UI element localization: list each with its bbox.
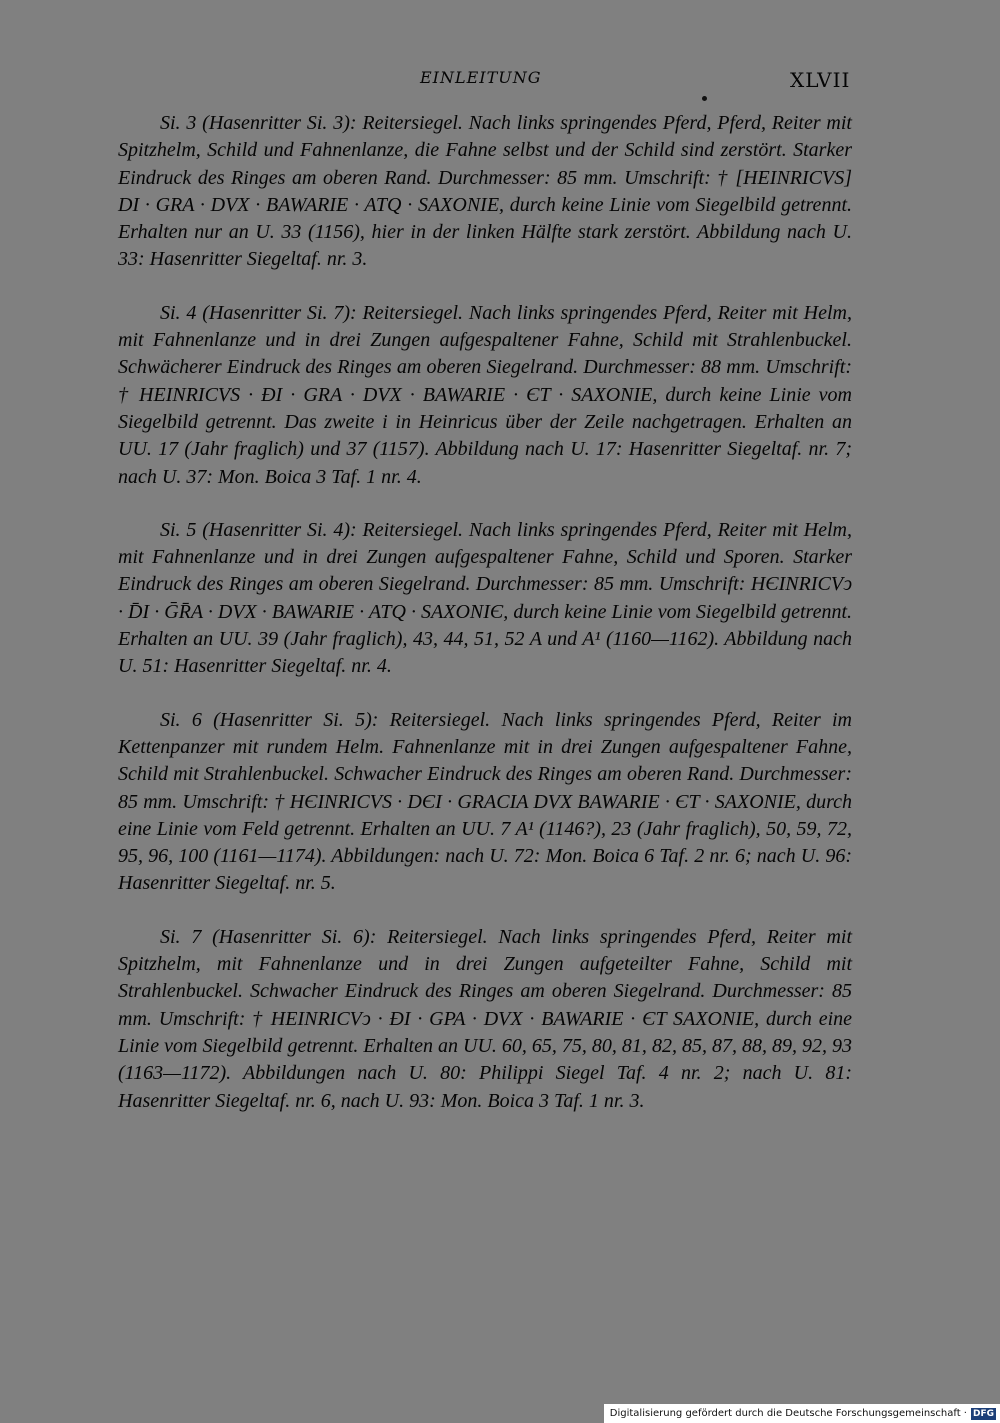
- dfg-logo-icon: DFG: [972, 1408, 994, 1419]
- paragraph-si-7: Si. 7 (Hasenritter Si. 6): Reitersiegel. Nach links springendes Pferd, Reiter mit Spitzhelm, mit Fahnenlanze und in drei Zungen aufgeteilter Fahne, Schild mit Strahlenbuckel. Schwacher Eindruck des Ringes am oberen Siegelrand. Durchmesser: 85 mm. Umschrift: † HEINRICVↄ · ÐI · GPA · DVX · BAWARIE · ЄT SAXONIE, durch eine Linie vom Siegelbild getrennt. Erhalten an UU. 60, 65, 75, 80, 81, 82, 85, 87, 88, 89, 92, 93 (1163—1172). Abbildungen nach U. 80: Philippi Siegel Taf. 4 nr. 2; nach U. 81: Hasenritter Siegeltaf. nr. 6, nach U. 93: Mon. Boica 3 Taf. 1 nr. 3.: [118, 925, 852, 1112]
- running-head: EINLEITUNG: [420, 68, 542, 87]
- paragraph-si-3: Si. 3 (Hasenritter Si. 3): Reitersiegel. Nach links springendes Pferd, Pferd, Reiter mit Spitzhelm, Schild und Fahnenlanze, die Fahne selbst und der Schild sind zerstört. Starker Eindruck des Ringes am oberen Rand. Durchmesser: 85 mm. Umschrift: † [HEINRICVS] DI · GRA · DVX · BAWARIE · ATQ · SAXONIE, durch keine Linie vom Siegelbild getrennt. Erhalten nur an U. 33 (1156), hier in der linken Hälfte stark zerstört. Abbildung nach U. 33: Hasenritter Siegeltaf. nr. 3.: [118, 112, 852, 271]
- page-number: XLVII: [790, 68, 851, 92]
- paragraph-si-5: Si. 5 (Hasenritter Si. 4): Reitersiegel. Nach links springendes Pferd, Reiter mit Helm, mit Fahnenlanze und in drei Zungen aufgespaltener Fahne, Schild und Sporen. Starker Eindruck des Ringes am oberen Siegelrand. Durchmesser: 85 mm. Umschrift: HЄINRICVↄ · D̄I · ḠR̄A · DVX · BAWARIE · ATQ · SAXONIЄ, durch keine Linie vom Siegelbild getrennt. Erhalten an UU. 39 (Jahr fraglich), 43, 44, 51, 52 A und A¹ (1160—1162). Abbildung nach U. 51: Hasenritter Siegeltaf. nr. 4.: [118, 518, 852, 678]
- footer-text: Digitalisierung gefördert durch die Deutsche Forschungsgemeinschaft ·: [609, 1408, 967, 1419]
- ink-dot: [702, 96, 707, 101]
- paragraph-si-6: Si. 6 (Hasenritter Si. 5): Reitersiegel. Nach links springendes Pferd, Reiter im Kettenpanzer mit rundem Helm. Fahnenlanze mit in drei Zungen aufgespaltener Fahne, Schild mit Strahlenbuckel. Schwacher Eindruck des Ringes am oberen Rand. Durchmesser: 85 mm. Umschrift: † HЄINRICVS · DЄI · GRACIA DVX BAWARIE · ЄT · SAXONIE, durch eine Linie vom Feld getrennt. Erhalten an UU. 7 A¹ (1146?), 23 (Jahr fraglich), 50, 59, 72, 95, 96, 100 (1161—1174). Abbildungen: nach U. 72: Mon. Boica 6 Taf. 2 nr. 6; nach U. 96: Hasenritter Siegeltaf. nr. 5.: [118, 708, 852, 895]
- body-text: [118, 110, 852, 1141]
- digitization-footer: [604, 1404, 1000, 1423]
- paragraph-si-4: Si. 4 (Hasenritter Si. 7): Reitersiegel. Nach links springendes Pferd, Reiter mit Helm, mit Fahnenlanze und in drei Zungen aufgespaltener Fahne, Schild mit Strahlenbuckel. Schwächerer Eindruck des Ringes am oberen Siegelrand. Durchmesser: 88 mm. Umschrift: † HEINRICVS · ÐI · GRA · DVX · BAWARIE · ЄT · SAXONIE, durch keine Linie vom Siegelbild getrennt. Das zweite i in Heinricus über der Zeile nachgetragen. Erhalten an UU. 17 (Jahr fraglich) und 37 (1157). Abbildung nach U. 17: Hasenritter Siegeltaf. nr. 7; nach U. 37: Mon. Boica 3 Taf. 1 nr. 4.: [118, 301, 852, 488]
